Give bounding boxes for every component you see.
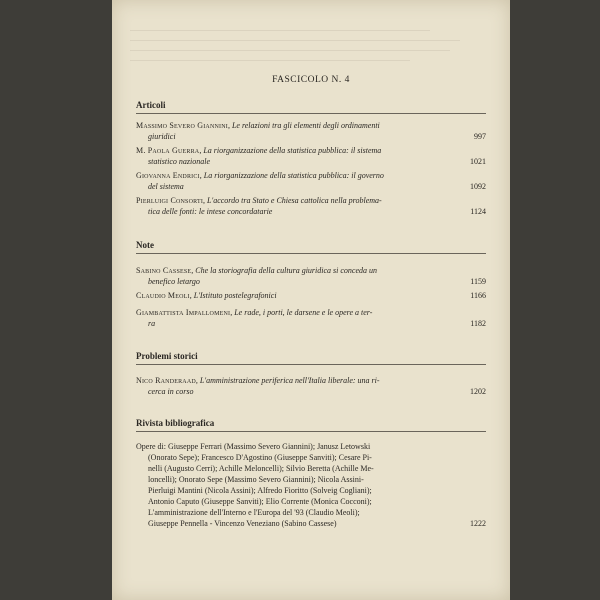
entry-title-cont: tica delle fonti: le intese concordatarie (148, 207, 273, 216)
toc-entry: Sabino Cassese, Che la storiografia della cultura giuridica si conceda un benefico letargo 1159 (136, 266, 486, 286)
section-title-note: Note (136, 240, 154, 250)
toc-entry: Claudio Meoli, L'Istituto postelegrafonici 1166 (136, 291, 486, 300)
section-title-rivista-bibliografica: Rivista bibliografica (136, 418, 215, 428)
toc-entry: Nico Randeraad, L'amministrazione periferica nell'Italia liberale: una ri- cerca in corso 1202 (136, 376, 486, 396)
bib-line-last (136, 518, 486, 529)
entry-title-cont: cerca in corso (148, 387, 194, 396)
entry-title-cont: del sistema (148, 182, 184, 191)
entry-author: Claudio Meoli (136, 291, 190, 300)
bib-line: L'amministrazione dell'Interno e l'Europa del '93 (Claudio Meoli); (148, 508, 360, 517)
section-title-articoli: Articoli (136, 100, 166, 110)
toc-entry: Massimo Severo Giannini, Le relazioni tra gli elementi degli ordinamenti giuridici 997 (136, 121, 486, 141)
entry-author: Sabino Cassese (136, 266, 192, 275)
entry-page: 1166 (470, 291, 486, 300)
section-title-problemi-storici: Problemi storici (136, 351, 198, 361)
entry-title: L'amministrazione periferica nell'Italia liberale: una ri- (199, 376, 380, 385)
toc-entry: M. Paola Guerra, La riorganizzazione della statistica pubblica: il sistema statistico nazionale 1021 (136, 146, 486, 166)
bib-line: Antonio Caputo (Giuseppe Sanviti); Elio Corrente (Monica Cocconi); (148, 497, 372, 506)
entry-author: Giovanna Endrici (136, 171, 200, 180)
section-rule (136, 431, 486, 432)
entry-author: M. Paola Guerra (136, 146, 200, 155)
entry-title: La riorganizzazione della statistica pubblica: il governo (203, 171, 384, 180)
entry-page: 1092 (470, 182, 486, 191)
entry-title-cont: ra (148, 319, 156, 328)
bib-line: Pierluigi Mantini (Nicola Assini); Alfredo Fioritto (Solveig Cogliani); (148, 486, 372, 495)
entry-title-cont: giuridici (148, 132, 176, 141)
bib-line: loncelli); Onorato Sepe (Massimo Severo Giannini); Nicola Assini- (148, 475, 364, 484)
entry-page: 1021 (470, 157, 486, 166)
entry-title: Le relazioni tra gli elementi degli ordinamenti (231, 121, 380, 130)
entry-title: Che la storiografia della cultura giuridica si conceda un (195, 266, 378, 275)
section-rule (136, 253, 486, 254)
entry-author: Giambattista Impallomeni (136, 308, 231, 317)
bib-line: Giuseppe Pennella - Vincenzo Veneziano (Sabino Cassese) (148, 519, 337, 528)
entry-title: L'Istituto postelegrafonici (193, 291, 277, 300)
entry-author: Pierluigi Consorti (136, 196, 204, 205)
toc-entry: Giambattista Impallomeni, Le rade, i porti, le darsene e le opere a ter- ra 1182 (136, 308, 486, 328)
entry-title: La riorganizzazione della statistica pubblica: il sistema (203, 146, 382, 155)
bib-line: nelli (Augusto Cerri); Achille Meloncelli); Silvio Beretta (Achille Me- (148, 464, 374, 473)
issue-heading: FASCICOLO N. 4 (272, 75, 350, 85)
entry-title-cont: statistico nazionale (148, 157, 210, 166)
toc-entry: Pierluigi Consorti, L'accordo tra Stato e Chiesa cattolica nella problema- tica delle fonti: le intese concordatarie 1124 (136, 196, 486, 216)
entry-page: 1182 (470, 319, 486, 328)
entry-author: Massimo Severo Giannini (136, 121, 228, 130)
entry-page: 997 (474, 132, 486, 141)
section-rule (136, 113, 486, 114)
entry-page: 1124 (470, 207, 486, 216)
entry-title: Le rade, i porti, le darsene e le opere a ter- (234, 308, 373, 317)
entry-page: 1159 (470, 277, 486, 286)
entry-title: L'accordo tra Stato e Chiesa cattolica nella problema- (207, 196, 382, 205)
toc-entry: Giovanna Endrici, La riorganizzazione della statistica pubblica: il governo del sistema 1092 (136, 171, 486, 191)
entry-author: Nico Randeraad (136, 376, 196, 385)
book-page (112, 0, 510, 600)
entry-page: 1202 (470, 387, 486, 396)
bib-line: Opere di: Giuseppe Ferrari (Massimo Severo Giannini); Janusz Letowski (136, 442, 371, 451)
bibliography-review-entry (136, 441, 486, 529)
bib-line: (Onorato Sepe); Francesco D'Agostino (Giuseppe Sanviti); Cesare Pi- (148, 453, 372, 462)
entry-page: 1222 (470, 519, 486, 528)
entry-title-cont: benefico letargo (148, 277, 200, 286)
section-rule (136, 364, 486, 365)
